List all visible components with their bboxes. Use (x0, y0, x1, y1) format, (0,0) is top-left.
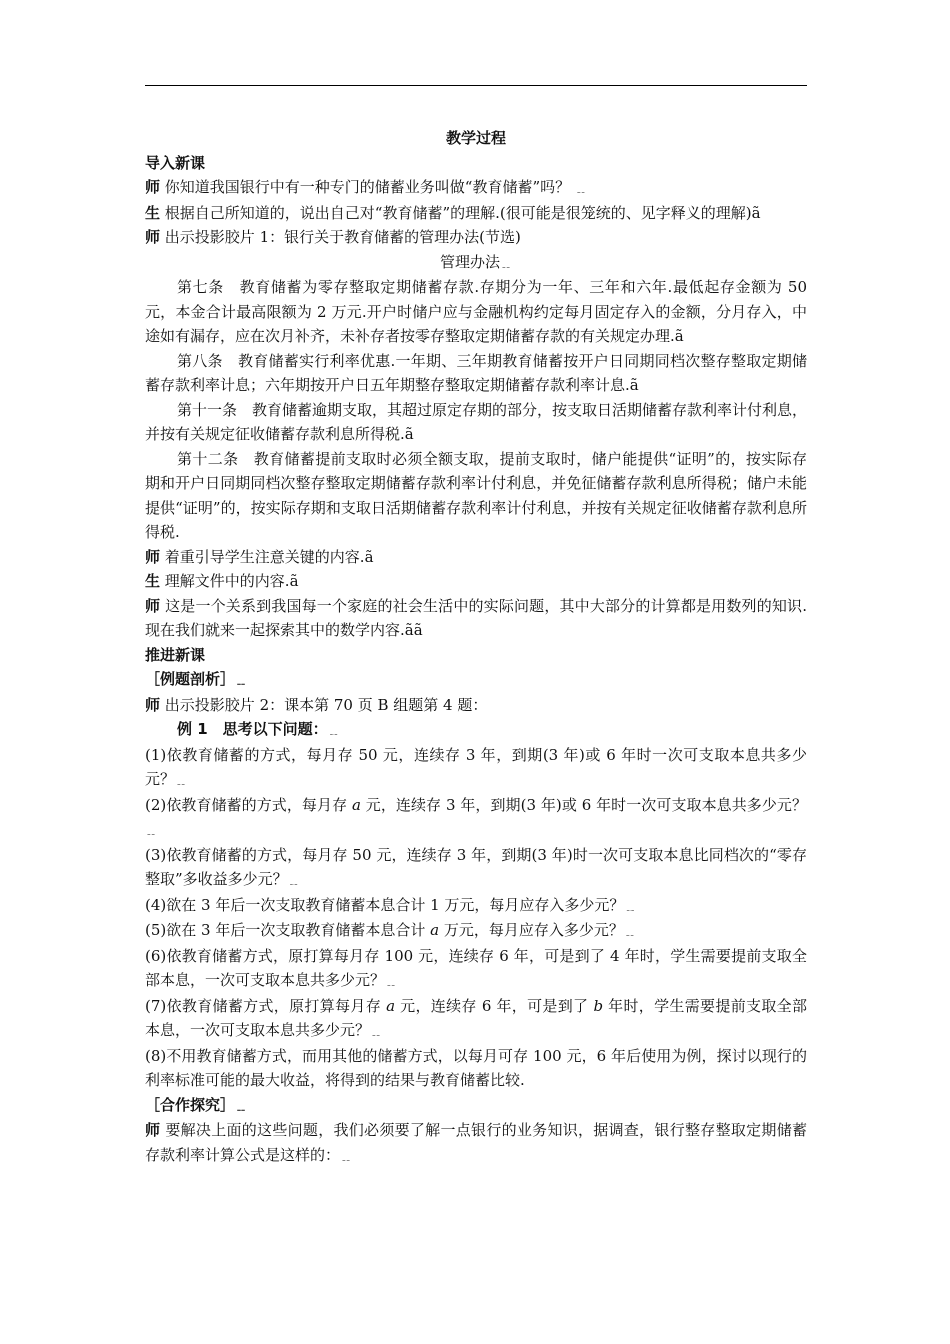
article-11 (145, 398, 807, 447)
speaker-label: 师 (145, 547, 161, 566)
format-mark: ﹎ (624, 898, 637, 913)
format-mark: ﹎ (235, 673, 248, 687)
question-5 (145, 918, 807, 944)
paragraph-text: 你知道我国银行中有一种专门的储蓄业务叫做“教育储蓄”吗？ (164, 178, 571, 196)
format-mark: ﹎ (623, 924, 636, 938)
question-text: 年时，学生需要提前支取全部本息，一次可支取本息共多少元？ (145, 996, 807, 1039)
format-mark: ﹎ (175, 773, 188, 787)
speaker-label: 生 (145, 572, 161, 590)
article-text: 第七条 教育储蓄为零存整取定期储蓄存款.存期分为一年、三年和六年.最低起存金额为 50 元，本金合计最高限额为 2 万元.开户时储户应与金融机构约定每月固定存入的金额，分月存入，中途如有漏存，应在次月补齐，未补存者按零存整取定期储蓄存款的有关规定办理. (145, 278, 807, 345)
header-rule (145, 85, 807, 86)
paragraph (145, 175, 807, 201)
paragraph (145, 225, 807, 250)
question-7 (145, 994, 807, 1044)
paragraph-text: 出示投影胶片 1：银行关于教育储蓄的管理办法(节选) (164, 228, 521, 246)
paragraph-text: 根据自己所知道的，说出自己对“教育储蓄”的理解.(很可能是很笼统的、见字释义的理解) (164, 203, 752, 222)
paragraph-text: 出示投影胶片 2：课本第 70 页 B 组题第 4 题： (164, 695, 488, 714)
question-text: (6)依教育储蓄方式，原打算每月存 100 元，连续存 6 年，可是到了 4 年时，学生需要提前支取全部本息，一次可支取本息共多少元？ (145, 946, 807, 989)
speaker-label: 师 (145, 178, 161, 196)
paragraph-text: 要解决上面的这些问题，我们必须要了解一点银行的业务知识，据调查，银行整存整取定期储蓄存款利率计算公式是这样的： (145, 1121, 807, 1164)
example-label-text: 例 1 思考以下问题： (177, 720, 328, 738)
speaker-label: 生 (145, 203, 161, 222)
format-mark: ã (404, 425, 414, 443)
question-text: (1)依教育储蓄的方式，每月存 50 元，连续存 3 年，到期(3 年)或 6 年时一次可支取本息共多少元？ (145, 745, 807, 788)
format-mark: ã (751, 203, 761, 222)
example-label (145, 717, 807, 743)
question-1 (145, 743, 807, 793)
variable: a (351, 795, 361, 814)
article-8 (145, 349, 807, 398)
question-text: (8)不用教育储蓄方式，而用其他的储蓄方式，以每月可存 100 元，6 年后使用为例，探讨以现行的利率标准可能的最大收益，将得到的结果与教育储蓄比较. (145, 1046, 807, 1089)
centered-title (145, 250, 807, 276)
format-mark: ﹎ (574, 181, 587, 195)
format-mark: ã (364, 547, 374, 566)
subsection-heading-cooperation (145, 1093, 807, 1119)
question-8 (145, 1044, 807, 1093)
variable: a (386, 996, 396, 1015)
question-text: 万元，每月应存入多少元？ (439, 921, 624, 939)
paragraph (145, 545, 807, 570)
centered-title-text: 管理办法 (439, 252, 500, 271)
format-mark: ã (629, 376, 639, 394)
format-mark: ﹎ (500, 255, 513, 270)
format-mark: ﹎ (287, 873, 300, 887)
paragraph-text: 着重引导学生注意关键的内容. (164, 547, 365, 566)
subsection-text: ［例题剖析］ (145, 670, 236, 688)
paragraph-text: 这是一个关系到我国每一个家庭的社会生活中的实际问题，其中大部分的计算都是用数列的知识.现在我们就来一起探索其中的数学内容. (145, 596, 807, 639)
paragraph-text: 理解文件中的内容. (164, 572, 290, 590)
variable: b (593, 996, 604, 1015)
paragraph (145, 1118, 807, 1168)
question-4 (145, 893, 807, 919)
question-text: (4)欲在 3 年后一次支取教育储蓄本息合计 1 万元，每月应存入多少元？ (145, 895, 625, 914)
question-2 (145, 793, 807, 843)
question-3 (145, 843, 807, 893)
article-12 (145, 447, 807, 545)
paragraph (145, 693, 807, 718)
format-mark: ﹎ (145, 823, 158, 837)
question-text: (5)欲在 3 年后一次支取教育储蓄本息合计 (145, 921, 431, 939)
format-mark: ﹎ (340, 1148, 353, 1163)
document-body (145, 126, 807, 1168)
subsection-heading-examples (145, 667, 807, 693)
question-text: (2)依教育储蓄的方式，每月存 (145, 795, 352, 814)
format-mark: ãã (404, 621, 423, 639)
subsection-text: ［合作探究］ (145, 1095, 236, 1114)
question-6 (145, 944, 807, 994)
format-mark: ﹎ (327, 723, 340, 737)
format-mark: ﹎ (370, 1024, 383, 1038)
paragraph (145, 201, 807, 226)
speaker-label: 师 (145, 695, 161, 714)
section-heading-new: 推进新课 (145, 645, 206, 664)
article-text: 第八条 教育储蓄实行利率优惠.一年期、三年期教育储蓄按开户日同期同档次整存整取定期储蓄存款利率计息；六年期按开户日五年期整存整取定期储蓄存款利率计息. (145, 351, 807, 394)
question-text: 元，连续存 6 年，可是到了 (395, 996, 594, 1015)
format-mark: ã (674, 327, 684, 345)
format-mark: ã (289, 572, 299, 590)
page-title: 教学过程 (445, 129, 506, 147)
article-text: 第十二条 教育储蓄提前支取时必须全额支取，提前支取时，储户能提供“证明”的，按实际存期和开户日同期同档次整存整取定期储蓄存款利率计付利息，并免征储蓄存款利息所得税；储户未能提供“证明”的，按实际存期和支取日活期储蓄存款利率计付利息，并按有关规定征收储蓄存款利息所得税. (145, 449, 807, 541)
section-heading-intro: 导入新课 (145, 153, 206, 172)
speaker-label: 师 (145, 596, 161, 615)
speaker-label: 师 (145, 1121, 161, 1139)
speaker-label: 师 (145, 228, 161, 246)
question-text: (3)依教育储蓄的方式，每月存 50 元，连续存 3 年，到期(3 年)时一次可支取本息比同档次的“零存整取”多收益多少元？ (145, 845, 807, 888)
format-mark: ﹎ (235, 1098, 248, 1113)
question-text: 元，连续存 3 年，到期(3 年)或 6 年时一次可支取本息共多少元？ (360, 795, 807, 814)
article-7 (145, 275, 807, 349)
paragraph (145, 594, 807, 643)
format-mark: ﹎ (385, 974, 398, 988)
question-text: (7)依教育储蓄方式，原打算每月存 (145, 996, 387, 1015)
paragraph (145, 569, 807, 594)
article-text: 第十一条 教育储蓄逾期支取，其超过原定存期的部分，按支取日活期储蓄存款利率计付利息，并按有关规定征收储蓄存款利息所得税. (145, 400, 808, 443)
variable: a (430, 921, 440, 939)
